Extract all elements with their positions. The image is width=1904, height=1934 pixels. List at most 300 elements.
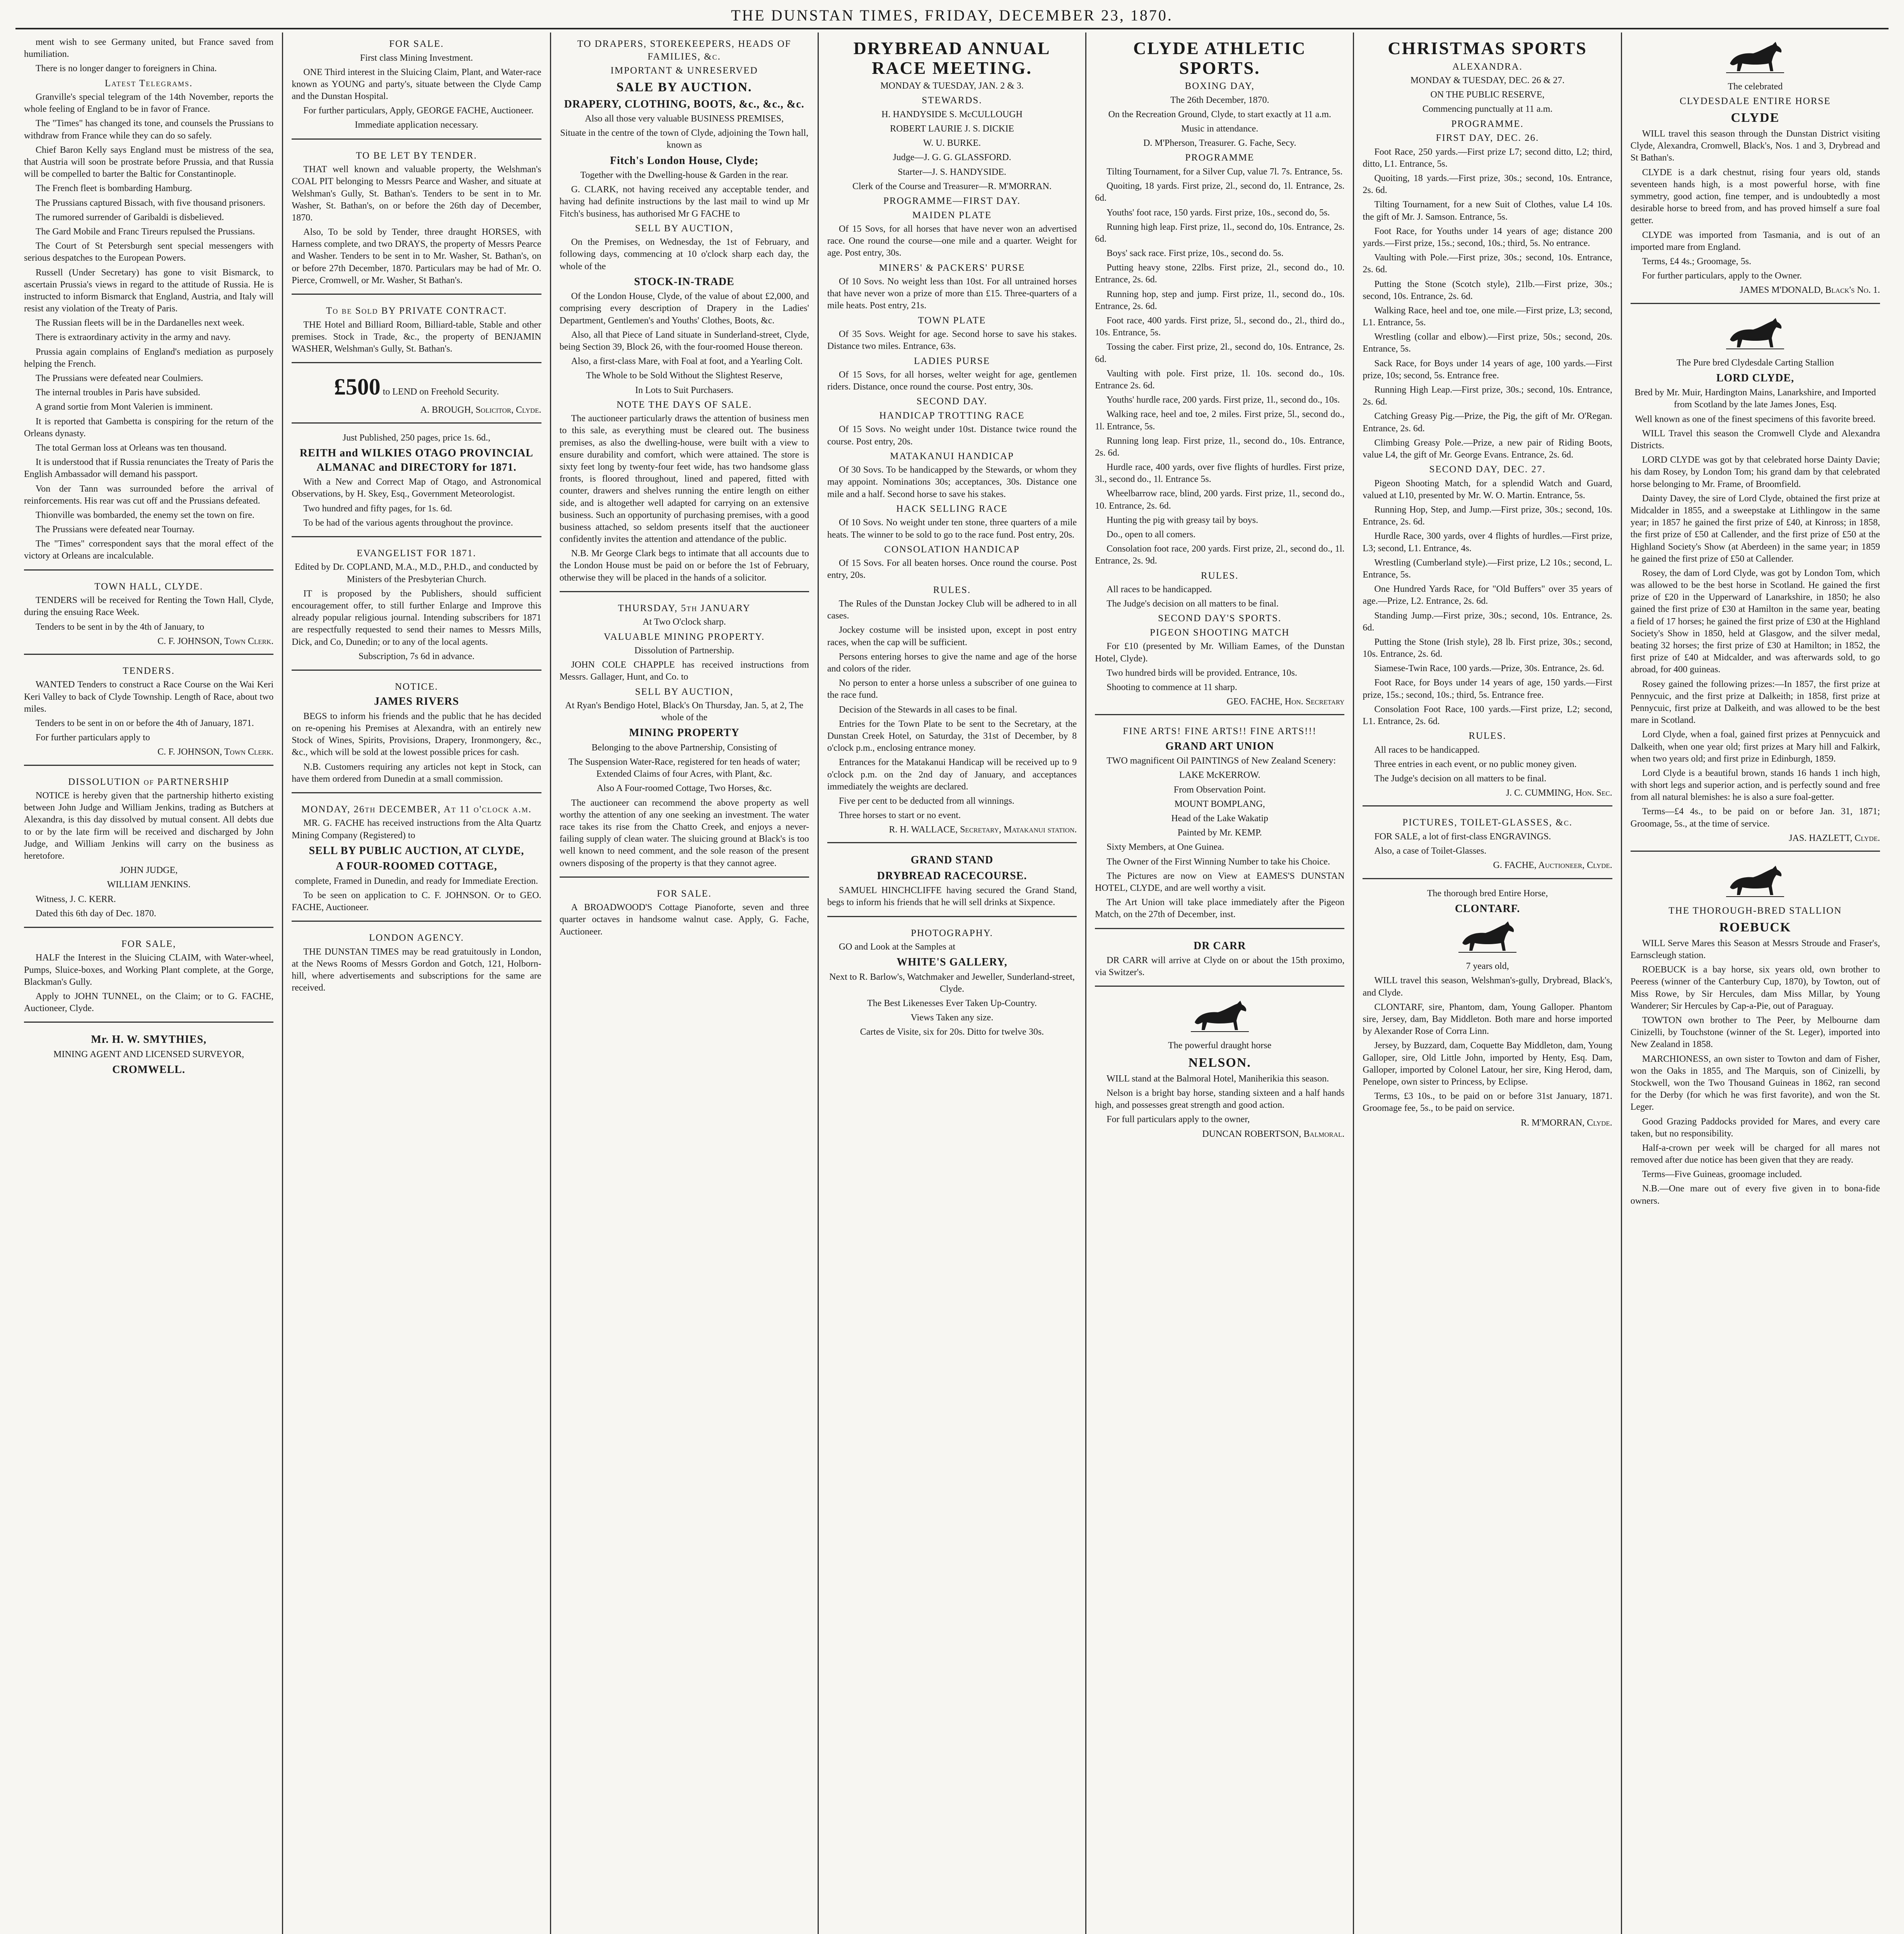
- paragraph: Putting heavy stone, 22lbs. First prize, 2l., second do., 10. Entrance, 2s. 6d.: [1095, 263, 1345, 285]
- paragraph: Hurdle Race, 300 yards, over 4 flights of hurdles.—First prize, L3; second, L1. Entrance, 4s.: [1363, 531, 1612, 554]
- paragraph: The French fleet is bombarding Hamburg.: [36, 183, 192, 194]
- paragraph: THAT well known and valuable property, the Welshman's COAL PIT belonging to Messrs Pearce and Washer, and situate at Welshman's Gully, St. Bathan's. Tenders to be sent in to Mr. Washer, St. Bathan's, on or before the 26th day of December, 1870.: [292, 164, 541, 223]
- paragraph: Sack Race, for Boys under 14 years of age, 100 yards.—First prize, 10s; second, 5s. Entrance free.: [1363, 358, 1612, 381]
- heading: PROGRAMME—FIRST DAY.: [883, 196, 1021, 206]
- heading: DISSOLUTION of PARTNERSHIP: [68, 776, 230, 787]
- paragraph: Walking Race, heel and toe, one mile.—First prize, L3; second, L1. Entrance, 5s.: [1363, 305, 1612, 328]
- paragraph: The Prussians were defeated near Coulmiers.: [36, 373, 203, 383]
- centered-line: The Suspension Water-Race, registered for ten heads of water; Extended Claims of four Acres, with Plant, &c.: [568, 757, 800, 779]
- advertisement: [292, 428, 541, 537]
- paragraph: LORD CLYDE was got by that celebrated horse Dainty Davie; his dam Rosey, by London Tom; his grand dam by that celebrated horse belonging to Mr. Frame, of Broomfield.: [1630, 455, 1880, 489]
- advertisement: [560, 32, 809, 592]
- paragraph: Granville's special telegram of the 14th November, reports the whole feeling of England to be in favor of France.: [24, 92, 274, 114]
- heading: DRAPERY, CLOTHING, BOOTS, &c., &c., &c.: [564, 98, 804, 110]
- heading: FINE ARTS! FINE ARTS!! FINE ARTS!!!: [1123, 726, 1317, 737]
- paragraph: For further particulars apply to: [36, 733, 150, 743]
- paragraph: Tilting Tournament, for a Silver Cup, value 7l. 7s. Entrance, 5s.: [1107, 166, 1343, 177]
- heading: LONDON AGENCY.: [369, 933, 464, 943]
- heading: SECOND DAY.: [916, 396, 988, 407]
- paragraph: Prussia again complains of England's mediation as purposely helping the French.: [24, 347, 274, 369]
- heading: TO DRAPERS, STOREKEEPERS, HEADS OF FAMILIES, &c.: [577, 39, 791, 62]
- paragraph: Of 15 Sovs, for all horses that have never won an advertised race. One round the course—one mile and a quarter. Weight for age. Post entry, 30s.: [827, 224, 1077, 258]
- advertisement: [292, 798, 541, 922]
- horse-icon: [1631, 316, 1880, 354]
- paragraph: One Hundred Yards Race, for "Old Buffers" over 35 years of age.—Prize, L2. Entrance, 2s. 6d.: [1363, 584, 1612, 607]
- paragraph: TENDERS will be received for Renting the Town Hall, Clyde, during the ensuing Race Week.: [24, 595, 274, 618]
- centered-line: 7 years old,: [1466, 961, 1509, 972]
- paragraph: Quoiting, 18 yards. First prize, 2l., second do, 1l. Entrance, 2s. 6d.: [1095, 181, 1345, 203]
- heading: REITH and WILKIES OTAGO PROVINCIAL ALMANAC and DIRECTORY for 1871.: [299, 447, 533, 473]
- centered-line: MONDAY & TUESDAY, DEC. 26 & 27.: [1410, 75, 1565, 86]
- paragraph: Youths' hurdle race, 200 yards. First prize, 1l., second do., 10s.: [1107, 395, 1340, 405]
- paragraph: Three entries in each event, or no public money given.: [1374, 759, 1577, 769]
- centered-line: Also all those very valuable BUSINESS PREMISES,: [585, 114, 784, 124]
- heading: RULES.: [1469, 731, 1506, 741]
- paragraph: Dated this 6th day of Dec. 1870.: [36, 908, 156, 919]
- paragraph: Wheelbarrow race, blind, 200 yards. First prize, 1l., second do., 10. Entrance, 2s. 6d.: [1095, 489, 1345, 511]
- advertisement: [560, 882, 809, 945]
- paragraph: Decision of the Stewards in all cases to be final.: [838, 704, 1018, 715]
- advertisement: [292, 368, 541, 424]
- heading: SELL BY PUBLIC AUCTION, AT CLYDE,: [309, 844, 524, 857]
- centered-line: ON THE PUBLIC RESERVE,: [1430, 90, 1545, 100]
- paragraph: Terms—£4 4s., to be paid on or before Jan. 31, 1871; Groomage, 5s., at the time of service.: [1630, 806, 1880, 829]
- heading: NOTICE.: [394, 681, 438, 692]
- advertisement: [292, 675, 541, 793]
- heading: FIRST DAY, DEC. 26.: [1436, 133, 1539, 144]
- paragraph: Five per cent to be deducted from all winnings.: [838, 796, 1014, 806]
- paragraph: Also, a case of Toilet-Glasses.: [1374, 846, 1487, 856]
- paragraph: The auctioneer can recommend the above property as well worthy the attention of any one seeking an investment. The water race takes its rise from the Chatto Creek, and enjoys a never-failing supply of clean water. The sluicing ground at Black's is too well known to need comment, and the sole reason of the present owners disposing of the property is that they cannot agree.: [559, 798, 809, 868]
- paragraph: Terms, £3 10s., to be paid on or before 31st January, 1871. Groomage fee, 5s., to be paid on service.: [1363, 1091, 1612, 1114]
- signature: C. F. JOHNSON, Town Clerk.: [157, 747, 274, 757]
- advertisement: [24, 575, 273, 655]
- signature: G. FACHE, Auctioneer, Clyde.: [1493, 860, 1612, 871]
- paragraph: ROEBUCK is a bay horse, six years old, own brother to Peeress (winner of the Canterbury Cup, 1870), by Towton, out of Miss Rowe, by Sir Hercules, dam Miss Millar, by Young Wanderer; Sir Hercules by Cap-a-Pie, out of Paraguay.: [1630, 965, 1880, 1011]
- signature: JAMES M'DONALD, Black's No. 1.: [1740, 285, 1880, 296]
- paragraph: Terms, £4 4s.; Groomage, 5s.: [1642, 256, 1751, 267]
- paragraph: ONE Third interest in the Sluicing Claim, Plant, and Water-race known as YOUNG and party's, situate between the Clyde Camp and the Dunstan Hospital.: [292, 67, 541, 102]
- paragraph: Persons entering horses to give the name and age of the horse and colors of the rider.: [827, 651, 1077, 674]
- paragraph: The Russian fleets will be in the Dardanelles next week.: [36, 318, 244, 328]
- centered-line: First class Mining Investment.: [360, 53, 473, 63]
- paragraph: Catching Greasy Pig.—Prize, the Pig, the gift of Mr. O'Regan. Entrance, 2s. 6d.: [1363, 411, 1612, 434]
- centered-line: Views Taken any size.: [910, 1013, 994, 1023]
- paragraph: Putting the Stone (Scotch style), 21lb.—First prize, 30s.; second, 10s. Entrance, 2s. 6d.: [1363, 279, 1612, 301]
- heading: RULES.: [933, 584, 971, 595]
- paragraph: Of 30 Sovs. To be handicapped by the Stewards, or whom they may appoint. Nominations 30s; acceptances, 30s. Distance one mile and a half. Second horse to save his stakes.: [827, 465, 1077, 499]
- advertisement: [1363, 32, 1612, 806]
- advertisement: [827, 922, 1077, 1046]
- centered-line: The 26th December, 1870.: [1170, 95, 1269, 105]
- heading: EVANGELIST FOR 1871.: [357, 548, 476, 559]
- signature: R. H. WALLACE, Secretary, Matakanui station.: [889, 825, 1077, 835]
- centered-line: The Best Likenesses Ever Taken Up-Country.: [867, 998, 1037, 1009]
- heading: MONDAY, 26th DECEMBER, At 11 o'clock a.m.: [301, 804, 532, 815]
- paragraph: Russell (Under Secretary) has gone to visit Bismarck, to ascertain Prussia's views in regard to the attitude of Russia. He is instructed to inform Bismarck that England, Austria, and Italy will resist any violation of the Treaty of Paris.: [24, 267, 274, 314]
- centered-line: Just Published, 250 pages, price 1s. 6d.,: [342, 433, 490, 443]
- heading: FOR SALE,: [121, 938, 176, 949]
- heading: PROGRAMME: [1185, 152, 1255, 163]
- heading: A FOUR-ROOMED COTTAGE,: [336, 860, 497, 873]
- loan-amount: [292, 372, 541, 402]
- heading: Mr. H. W. SMYTHIES,: [91, 1034, 207, 1046]
- centered-line: Well known as one of the finest specimens of this favorite breed.: [1635, 414, 1876, 424]
- paragraph: The Prussians were defeated near Tournay.: [36, 525, 195, 535]
- advertisement: [1095, 32, 1344, 715]
- amount-text: to LEND on Freehold Security.: [380, 387, 499, 397]
- centered-line: ROBERT LAURIE J. S. DICKIE: [890, 124, 1014, 134]
- paragraph: Hurdle race, 400 yards, over five flights of hurdles. First prize, 3l., second do., 1l. Entrance 5s.: [1095, 462, 1345, 485]
- heading: IMPORTANT & UNRESERVED: [610, 65, 758, 76]
- paragraph: Pigeon Shooting Match, for a splendid Watch and Guard, valued at L10, presented by Mr. W. O. Martin. Entrance, 5s.: [1363, 478, 1612, 501]
- paragraph: Running Hop, Step, and Jump.—First prize, 30s.; second, 10s. Entrance, 2s. 6d.: [1363, 505, 1612, 527]
- centered-line: Bred by Mr. Muir, Hardington Mains, Lanarkshire, and Imported from Scotland by the late James Jones, Esq.: [1634, 388, 1876, 410]
- paragraph: WILL Travel this season the Cromwell Clyde and Alexandra Districts.: [1630, 428, 1880, 451]
- paragraph: Three horses to start or no event.: [838, 810, 961, 821]
- paragraph: Vaulting with Pole.—First prize, 30s.; second, 10s. Entrance, 2s. 6d.: [1363, 253, 1612, 275]
- heading: SECOND DAY'S SPORTS.: [1158, 613, 1282, 624]
- signature: GEO. FACHE, Hon. Secretary: [1226, 697, 1345, 707]
- signature: A. BROUGH, Solicitor, Clyde.: [420, 405, 541, 415]
- paragraph: HALF the Interest in the Sluicing CLAIM, with Water-wheel, Pumps, Sluice-boxes, and Working Plant complete, at the Gorge, Blackman's Gully.: [24, 953, 274, 987]
- advertisement: [292, 144, 541, 295]
- paragraph: TOWTON own brother to The Peer, by Melbourne dam Cinizelli, by Touchstone (winner of the St. Leger), imported into New Zealand in 1858.: [1630, 1015, 1880, 1050]
- heading: SALE BY AUCTION.: [616, 80, 752, 94]
- paragraph: Apply to JOHN TUNNEL, on the Claim; or to G. FACHE, Auctioneer, Clyde.: [24, 991, 274, 1014]
- paragraph: For £10 (presented by Mr. William Eames, of the Dunstan Hotel, Clyde).: [1095, 641, 1345, 664]
- advertisement: [1363, 884, 1612, 1135]
- advertisement: [560, 597, 809, 878]
- heading: FOR SALE.: [389, 39, 444, 49]
- paragraph: Tilting Tournament, for a new Suit of Clothes, value L4 10s. the gift of Mr. J. Samson. Entrance, 5s.: [1363, 200, 1612, 222]
- signature: JAS. HAZLETT, Clyde.: [1789, 833, 1880, 843]
- paragraph: Good Grazing Paddocks provided for Mares, and every care taken, but no responsibility.: [1630, 1116, 1880, 1139]
- signature: R. M'MORRAN, Clyde.: [1521, 1117, 1612, 1128]
- paragraph: N.B. Mr George Clark begs to intimate that all accounts due to the London House must be paid on or before the 1st of February, otherwise they will be placed in the hands of a solicitor.: [559, 548, 809, 583]
- column-3: [550, 32, 818, 1934]
- paragraph: Of 15 Sovs. No weight under 10st. Distance twice round the course. Post entry, 20s.: [827, 424, 1077, 447]
- paragraph: On the Premises, on Wednesday, the 1st of February, and following days, commencing at 10 o'clock sharp each day, the whole of the: [559, 237, 809, 272]
- centered-line: WILLIAM JENKINS.: [107, 880, 191, 890]
- centered-line: Music in attendance.: [1181, 124, 1259, 134]
- centered-line: Cartes de Visite, six for 20s. Ditto for twelve 30s.: [860, 1027, 1044, 1037]
- signature: DUNCAN ROBERTSON, Balmoral.: [1202, 1129, 1345, 1139]
- heading: MAIDEN PLATE: [912, 210, 992, 220]
- column-2: [282, 32, 550, 1934]
- paragraph: The Gard Mobile and Franc Tireurs repulsed the Prussians.: [36, 226, 255, 237]
- advertisement: [1631, 309, 1880, 852]
- advertisement: [1631, 856, 1880, 1214]
- paragraph: WILL Serve Mares this Season at Messrs Stroude and Fraser's, Earnscleugh station.: [1630, 938, 1880, 961]
- centered-line: Judge—J. G. G. GLASSFORD.: [893, 152, 1011, 163]
- centered-line: Subscription, 7s 6d in advance.: [358, 651, 475, 661]
- heading: BOXING DAY,: [1185, 81, 1255, 92]
- paragraph: Of 15 Sovs, for all horses, welter weight for age, gentlemen riders. Distance, once round the course. Post entry, 30s.: [827, 370, 1077, 392]
- paragraph: The Owner of the First Winning Number to take his Choice.: [1107, 856, 1330, 867]
- paragraph: Foot Race, for Youths under 14 years of age; distance 200 yards.—First prize, 15s.; second, 10s.; third, 5s. No entrance.: [1363, 226, 1612, 248]
- paragraph: Dainty Davey, the sire of Lord Clyde, obtained the first prize at Midcalder in 1855, and a sweepstake at Lithlingow in the same year; in 1857 he gained the first prize of £40, at Kinross; in 1858, the first prize of £50 at Callender, and the first prize of £50 at the Highland Society's Show (at Aberdeen) in the same year; in 1859 he gained the first prize of £50 at Callender.: [1630, 493, 1880, 564]
- paragraph: Siamese-Twin Race, 100 yards.—Prize, 30s. Entrance, 2s. 6d.: [1374, 663, 1604, 674]
- paragraph: The Pictures are now on View at EAMES'S DUNSTAN HOTEL, CLYDE, and are well worthy a visit.: [1095, 871, 1345, 893]
- heading: TOWN PLATE: [918, 315, 986, 326]
- column-4: [818, 32, 1085, 1934]
- paragraph: DR CARR will arrive at Clyde on or about the 15th proximo, via Switzer's.: [1095, 955, 1345, 978]
- paragraph: Foot Race, 250 yards.—First prize L7; second ditto, L2; third, ditto, L1. Entrance, 5s.: [1363, 147, 1612, 169]
- centered-line: LAKE McKERROW.: [1179, 770, 1260, 781]
- paragraph: Of 15 Sovs. For all beaten horses. Once round the course. Post entry, 20s.: [827, 558, 1077, 581]
- paragraph: Rosey gained the following prizes:—In 1857, the first prize at Pennycuic, and the first prize at Dalkeith; in 1858, first prize at Pennycuic, first prize at Dalkeith, and was allowed to be the best mare in Scotland.: [1630, 679, 1880, 726]
- column-7: [1621, 32, 1889, 1934]
- centered-line: Dissolution of Partnership.: [634, 646, 734, 656]
- heading: MATAKANUI HANDICAP: [890, 451, 1014, 461]
- advertisement: [827, 848, 1077, 917]
- heading: DRYBREAD ANNUAL RACE MEETING.: [853, 38, 1051, 78]
- paragraph: Jockey costume will be insisted upon, except in post entry races, when the cap will be sufficient.: [827, 625, 1077, 648]
- paragraph: To be had of the various agents throughout the province.: [303, 518, 513, 528]
- advertisement: [24, 659, 273, 766]
- paragraph: TWO magnificent Oil PAINTINGS of New Zealand Scenery:: [1107, 756, 1336, 766]
- advertisement: [1095, 934, 1344, 987]
- columns: [15, 32, 1889, 1934]
- heading: TO BE LET BY TENDER.: [356, 150, 477, 161]
- heading: MINERS' & PACKERS' PURSE: [879, 262, 1025, 273]
- paragraph: Two hundred birds will be provided. Entrance, 10s.: [1107, 668, 1298, 678]
- column-6: [1353, 32, 1621, 1934]
- paragraph: Consolation Foot Race, 100 yards.—First prize, L2; second, L1. Entrance, 2s. 6d.: [1363, 704, 1612, 727]
- heading: THE THOROUGH-BRED STALLION: [1668, 905, 1842, 916]
- heading: LADIES PURSE: [914, 355, 990, 366]
- centered-line: Commencing punctually at 11 a.m.: [1422, 104, 1553, 114]
- paragraph: Of 10 Sovs. No weight under ten stone, three quarters of a mile heats. The winner to be sold to go to the race fund. Post entry, 20s.: [827, 518, 1077, 540]
- paragraph: Standing Jump.—First prize, 30s.; second, 10s. Entrance, 2s. 6d.: [1363, 610, 1612, 633]
- heading: DR CARR: [1194, 940, 1246, 952]
- paragraph: Vaulting with pole. First prize, 1l. 10s. second do., 10s. Entrance 2s. 6d.: [1095, 368, 1345, 391]
- paragraph: Also, a first-class Mare, with Foal at foot, and a Yearling Colt.: [571, 356, 803, 367]
- paragraph: Youths' foot race, 150 yards. First prize, 10s., second do, 5s.: [1107, 207, 1330, 218]
- paragraph: WANTED Tenders to construct a Race Course on the Wai Keri Keri Valley to back of Clyde Township. Length of Race, about two miles.: [24, 680, 274, 714]
- paragraph: The Art Union will take place immediately after the Pigeon Match, on the 27th of December, inst.: [1095, 897, 1345, 920]
- paragraph: THE DUNSTAN TIMES may be read gratuitously in London, at the News Rooms of Messrs Gordon and Gotch, 121, Holborn-hill, where advertisements and subscriptions for the same are received.: [292, 946, 541, 993]
- paragraph: Nelson is a bright bay horse, standing sixteen and a half hands high, and possesses great strength and good action.: [1095, 1088, 1345, 1111]
- paragraph: SAMUEL HINCHCLIFFE having secured the Grand Stand, begs to inform his friends that he will sell drinks at Sixpence.: [827, 885, 1077, 908]
- paragraph: Rosey, the dam of Lord Clyde, was got by London Tom, which was allowed to be the best horse in Scotland. He gained the first prize of £20 in the Upperward of Lanarkshire, in 1850; he also gained the first prize of £30 at Hamilton in the same year, beating a field of 17 horses; he gained the first prize of £30 at the Highland Society's Show in 1850, held at Glasgow, and the silver medal, beating 32 horses; the first prize of £30 at Hamilton; in 1852, the first prize of £40 at Midcalder, and was afterwards sold, to go abroad, for 400 guineas.: [1630, 568, 1880, 675]
- paragraph: Jersey, by Buzzard, dam, Coquette Bay Middleton, dam, Young Galloper, sire, Old Little John, imported by Henty, Esq. Dam, Galloper, imported by Colonel Latour, her sire, King Herod, dam, Penelope, own sister to Princess, by Eclipse.: [1363, 1040, 1612, 1087]
- paragraph: The total German loss at Orleans was ten thousand.: [36, 442, 227, 453]
- advertisement: [1363, 811, 1612, 879]
- paragraph: It is reported that Gambetta is conspiring for the return of the Orleans dynasty.: [24, 416, 274, 439]
- paragraph: Foot race, 400 yards. First prize, 5l., second do., 2l., third do., 10s. Entrance, 5s.: [1095, 316, 1345, 338]
- centered-line: The Whole to be Sold Without the Slightest Reserve,: [586, 371, 783, 381]
- heading: GRAND STAND: [910, 854, 994, 866]
- centered-line: Starter—J. S. HANDYSIDE.: [898, 167, 1006, 177]
- paragraph: CLYDE was imported from Tasmania, and is out of an imported mare from England.: [1630, 230, 1880, 252]
- paragraph: NOTICE is hereby given that the partnership hitherto existing between John Judge and William Jenkins, trading as Butchers at Alexandra, is this day dissolved by mutual consent. All debts due to or by the late firm will be received and discharged by John Judge, and William Jenkins will carry on the business as heretofore.: [24, 791, 274, 861]
- centered-line: The thorough bred Entire Horse,: [1427, 888, 1548, 899]
- amount-figure: £500: [334, 374, 381, 400]
- paragraph: Walking race, heel and toe, 2 miles. First prize, 5l., second do., 1l. Entrance, 5s.: [1095, 409, 1345, 432]
- centered-line: At Ryan's Bendigo Hotel, Black's On Thursday, Jan. 5, at 2, The whole of the: [565, 700, 804, 723]
- paragraph: Wrestling (collar and elbow).—First prize, 50s.; second, 20s. Entrance, 5s.: [1363, 332, 1612, 354]
- paragraph: THE Hotel and Billiard Room, Billiard-table, Stable and other premises. Stock in Trade, &c., the property of BENJAMIN WASHER, Welshman's Gully, St. Bathan's.: [292, 319, 541, 354]
- heading: SECOND DAY, DEC. 27.: [1429, 464, 1546, 475]
- paragraph: Two hundred and fifty pages, for 1s. 6d.: [303, 503, 453, 514]
- paragraph: To be seen on application to C. F. JOHNSON. Or to GEO. FACHE, Auctioneer.: [292, 890, 541, 913]
- paragraph: Do., open to all comers.: [1107, 530, 1196, 540]
- paragraph: Witness, J. C. KERR.: [36, 894, 116, 904]
- paragraph: For further particulars, apply to the Owner.: [1642, 271, 1802, 281]
- paragraph: Putting the Stone (Irish style), 28 lb. First prize, 30s.; second, 10s. Entrance, 2s. 6d.: [1363, 637, 1612, 659]
- centered-line: complete, Framed in Dunedin, and ready for Immediate Erection.: [295, 876, 538, 886]
- heading: JAMES RIVERS: [374, 695, 459, 708]
- heading: PIGEON SHOOTING MATCH: [1150, 627, 1290, 638]
- centered-line: From Observation Point.: [1173, 784, 1266, 795]
- paragraph: N.B. Customers requiring any articles not kept in Stock, can have them ordered from Dunedin at a small commission.: [292, 762, 541, 784]
- paragraph: Running High Leap.—First prize, 30s.; second, 10s. Entrance, 2s. 6d.: [1363, 385, 1612, 407]
- heading: CLYDE: [1731, 110, 1780, 125]
- centered-line: At Two O'clock sharp.: [642, 617, 726, 627]
- paragraph: BEGS to inform his friends and the public that he has decided on re-opening his Premises at Alexandra, with an entirely new Stock of Wines, Spirits, Provisions, Drapery, Ironmongery, &c., &c., which will be sold at the lowest possible prices for cash.: [292, 711, 541, 758]
- heading: Latest Telegrams.: [104, 78, 193, 89]
- masthead: THE DUNSTAN TIMES, FRIDAY, DECEMBER 23, 1870.: [731, 7, 1173, 24]
- heading: CROMWELL.: [112, 1063, 185, 1076]
- heading: TENDERS.: [123, 665, 175, 676]
- paragraph: Terms—Five Guineas, groomage included.: [1642, 1169, 1802, 1180]
- paragraph: Foot Race, for Boys under 14 years of age, 150 yards.—First prize, 15s.; second, 10s.; third, 5s. Entrance free.: [1363, 678, 1612, 700]
- centered-line: Head of the Lake Wakatip: [1171, 813, 1269, 824]
- paragraph: A grand sortie from Mont Valerien is imminent.: [36, 402, 213, 412]
- paragraph: Tossing the caber. First prize, 2l., second do, 10s. Entrance, 2s. 6d.: [1095, 342, 1345, 364]
- paragraph: A BROADWOOD'S Cottage Pianoforte, seven and three quarter octaves in handsome walnut case. Apply, G. Fache, Auctioneer.: [559, 902, 809, 937]
- paragraph: WILL travel this season through the Dunstan District visiting Clyde, Alexandra, Cromwell, Black's, Nos. 1 and 3, Drybread and St Bathan's.: [1630, 129, 1880, 163]
- centered-line: Together with the Dwelling-house & Garden in the rear.: [580, 170, 788, 181]
- centered-line: D. M'Pherson, Treasurer. G. Fache, Secy.: [1143, 138, 1296, 149]
- centered-line: Belonging to the above Partnership, Consisting of: [591, 742, 777, 753]
- paragraph: For full particulars apply to the owner,: [1107, 1114, 1250, 1125]
- paragraph: The Court of St Petersburgh sent special messengers with serious despatches to the European Powers.: [24, 241, 274, 263]
- heading: STOCK-IN-TRADE: [634, 275, 734, 288]
- centered-line: Clerk of the Course and Treasurer—R. M'MORRAN.: [852, 181, 1052, 191]
- paragraph: The Rules of the Dunstan Jockey Club will be adhered to in all cases.: [827, 599, 1077, 621]
- paragraph: It is understood that if Russia renunciates the Treaty of Paris the English Ambassador will demand his passport.: [24, 457, 274, 480]
- signature: C. F. JOHNSON, Town Clerk.: [157, 636, 274, 646]
- heading: NOTE THE DAYS OF SALE.: [616, 399, 752, 410]
- paragraph: Boys' sack race. First prize, 10s., second do. 5s.: [1107, 248, 1284, 259]
- advertisement: [827, 32, 1077, 843]
- paragraph: The rumored surrender of Garibaldi is disbelieved.: [36, 212, 224, 222]
- heading: GRAND ART UNION: [1165, 740, 1274, 752]
- heading: TOWN HALL, CLYDE.: [94, 581, 203, 592]
- heading: CLONTARF.: [1455, 902, 1520, 915]
- paragraph: CLONTARF, sire, Phantom, dam, Young Galloper. Phantom sire, Jersey, dam, Bay Middleton. Both mare and horse imported by Alexander Rose of Corra Linn.: [1363, 1002, 1612, 1037]
- horse-icon: [1363, 919, 1612, 957]
- heading: Fitch's London House, Clyde;: [610, 154, 759, 167]
- column-1: [15, 32, 282, 1934]
- heading: NELSON.: [1188, 1055, 1251, 1070]
- heading: ALEXANDRA.: [1452, 61, 1523, 72]
- masthead-rule: [15, 28, 1889, 29]
- paragraph: No person to enter a horse unless a subscriber of one guinea to the race fund.: [827, 678, 1077, 700]
- paragraph: Wrestling (Cumberland style).—First prize, L2 10s.; second, L. Entrance, 5s.: [1363, 557, 1612, 580]
- heading: LORD CLYDE,: [1716, 372, 1794, 384]
- paragraph: Hunting the pig with greasy tail by boys.: [1107, 515, 1259, 525]
- heading: HACK SELLING RACE: [896, 503, 1008, 514]
- advertisement: [24, 933, 273, 1023]
- horse-icon: [1631, 39, 1880, 78]
- heading: PROGRAMME.: [1451, 118, 1524, 129]
- paragraph: The "Times" correspondent says that the moral effect of the victory at Orleans are incalculable.: [24, 539, 274, 561]
- paragraph: Entrances for the Matakanui Handicap will be received up to 9 o'clock p.m. on the 2nd day of January, and acceptances immediately the weights are declared.: [827, 757, 1077, 792]
- heading: WHITE'S GALLERY,: [897, 956, 1007, 969]
- centered-line: The powerful draught horse: [1168, 1040, 1272, 1051]
- paragraph: There is extraordinary activity in the army and navy.: [36, 332, 231, 343]
- paragraph: The Judge's decision on all matters to be final.: [1374, 774, 1547, 784]
- advertisement: [24, 771, 273, 928]
- centered-line: W. U. BURKE.: [923, 138, 981, 149]
- centered-line: On the Recreation Ground, Clyde, to start exactly at 11 a.m.: [1108, 109, 1331, 120]
- paragraph: Quoiting, 18 yards.—First prize, 30s.; second, 10s. Entrance, 2s. 6d.: [1363, 173, 1612, 196]
- heading: MINING PROPERTY: [629, 727, 739, 739]
- paragraph: All races to be handicapped.: [1374, 745, 1480, 755]
- paragraph: WILL stand at the Balmoral Hotel, Maniherikia this season.: [1107, 1073, 1329, 1084]
- centered-line: MINING AGENT AND LICENSED SURVEYOR,: [53, 1049, 244, 1059]
- paragraph: Running high leap. First prize, 1l., second do, 10s. Entrance, 2s. 6d.: [1095, 222, 1345, 244]
- centered-line: Next to R. Barlow's, Watchmaker and Jeweller, Sunderland-street, Clyde.: [829, 972, 1075, 994]
- paragraph: Von der Tann was surrounded before the arrival of reinforcements. His rear was cut off and the Prussians defeated.: [24, 483, 274, 506]
- centered-line: The Pure bred Clydesdale Carting Stallion: [1676, 357, 1834, 368]
- paragraph: Tenders to be sent in by the 4th of January, to: [36, 622, 204, 632]
- paragraph: Of 35 Sovs. Weight for age. Second horse to save his stakes. Distance two miles. Entrance, 63s.: [827, 329, 1077, 352]
- paragraph: All races to be handicapped.: [1107, 584, 1212, 595]
- paragraph: The internal troubles in Paris have subsided.: [36, 388, 200, 398]
- heading: THURSDAY, 5th JANUARY: [618, 603, 751, 613]
- advertisement: [1095, 720, 1344, 929]
- paragraph: The Prussians captured Bissach, with five thousand prisoners.: [36, 198, 265, 208]
- heading: CLYDESDALE ENTIRE HORSE: [1679, 96, 1831, 107]
- horse-icon: [1631, 863, 1880, 902]
- paragraph: CLYDE is a dark chestnut, rising four years old, stands seventeen hands high, is a most powerful horse, with fine symmetry, good action, fine temper, and is undoubtedly a most desirable horse to breed from, and has proved himself a sure foal getter.: [1630, 167, 1880, 226]
- paragraph: Of the London House, Clyde, of the value of about £2,000, and comprising every description of Drapery in the Ladies' Department, Gentlemen's and Youths' Clothes, Boots, &c.: [559, 291, 809, 326]
- heading: CONSOLATION HANDICAP: [884, 544, 1020, 555]
- paragraph: The auctioneer particularly draws the attention of business men to this sale, as everything must be cleared out. The business premises, as also the dwelling-house, were built with a view to ensure durability and comfort, which were attained. The store is sixty feet long by twenty-four feet wide, has two handsome glass fronts, is floored throughout, lined and papered, fitted with counter, drawers and shelves running the entire length on either side, and is altogether well adapted for carrying on an extensive business. Such an opportunity of purchasing premises, with a good business attached, so seldom presents itself that the auctioneer confidently invites the attention and attendance of the public.: [559, 413, 809, 545]
- heading: SELL BY AUCTION,: [635, 223, 734, 234]
- heading: RULES.: [1201, 570, 1239, 581]
- centered-line: Painted by Mr. KEMP.: [1177, 828, 1262, 838]
- heading: ROEBUCK: [1719, 920, 1791, 935]
- heading: To be Sold BY PRIVATE CONTRACT.: [326, 306, 507, 316]
- advertisement: [1095, 991, 1344, 1146]
- heading: PICTURES, TOILET-GLASSES, &c.: [1402, 817, 1573, 828]
- advertisement: [292, 32, 541, 140]
- centered-line: MOUNT BOMPLANG,: [1174, 799, 1265, 809]
- heading: PHOTOGRAPHY.: [911, 928, 993, 938]
- paragraph: Chief Baron Kelly says England must be mistress of the sea, that Austria will soon be prostrate before Prussia, and that Russia will be compelled to barter the Baltic for Constantinople.: [24, 145, 274, 179]
- horse-icon: [1095, 998, 1344, 1037]
- centered-line: The celebrated: [1728, 82, 1783, 92]
- advertisement: [24, 1027, 273, 1083]
- advertisement: [292, 542, 541, 671]
- centered-line: JOHN JUDGE,: [120, 865, 178, 876]
- paragraph: Also, To be sold by Tender, three draught HORSES, with Harness complete, and two DRAYS, the property of Messrs Pearce and Washer. Tenders to be sent in to Mr. Washer, St. Bathan's, on or before 27th December, 1870. Particulars may be had of Mr. O. Pierce, Cromwell, or Mr. Washer, St Bathan's.: [292, 227, 541, 285]
- paragraph: Half-a-crown per week will be charged for all mares not removed after due notice has been given that they are ready.: [1630, 1143, 1880, 1165]
- paragraph: Lord Clyde is a beautiful brown, stands 16 hands 1 inch high, with short legs and superior action, and is perfectly sound and free from all natural blemishes: he is also a sure foal-getter.: [1630, 768, 1880, 803]
- advertisement: [24, 32, 273, 571]
- paragraph: Running long leap. First prize, 1l., second do., 10s. Entrance, 2s. 6d.: [1095, 436, 1345, 458]
- paragraph: FOR SALE, a lot of first-class ENGRAVINGS.: [1374, 831, 1551, 842]
- paragraph: Shooting to commence at 11 sharp.: [1107, 682, 1237, 692]
- paragraph: Sixty Members, at One Guinea.: [1107, 842, 1224, 853]
- advertisement: [292, 299, 541, 363]
